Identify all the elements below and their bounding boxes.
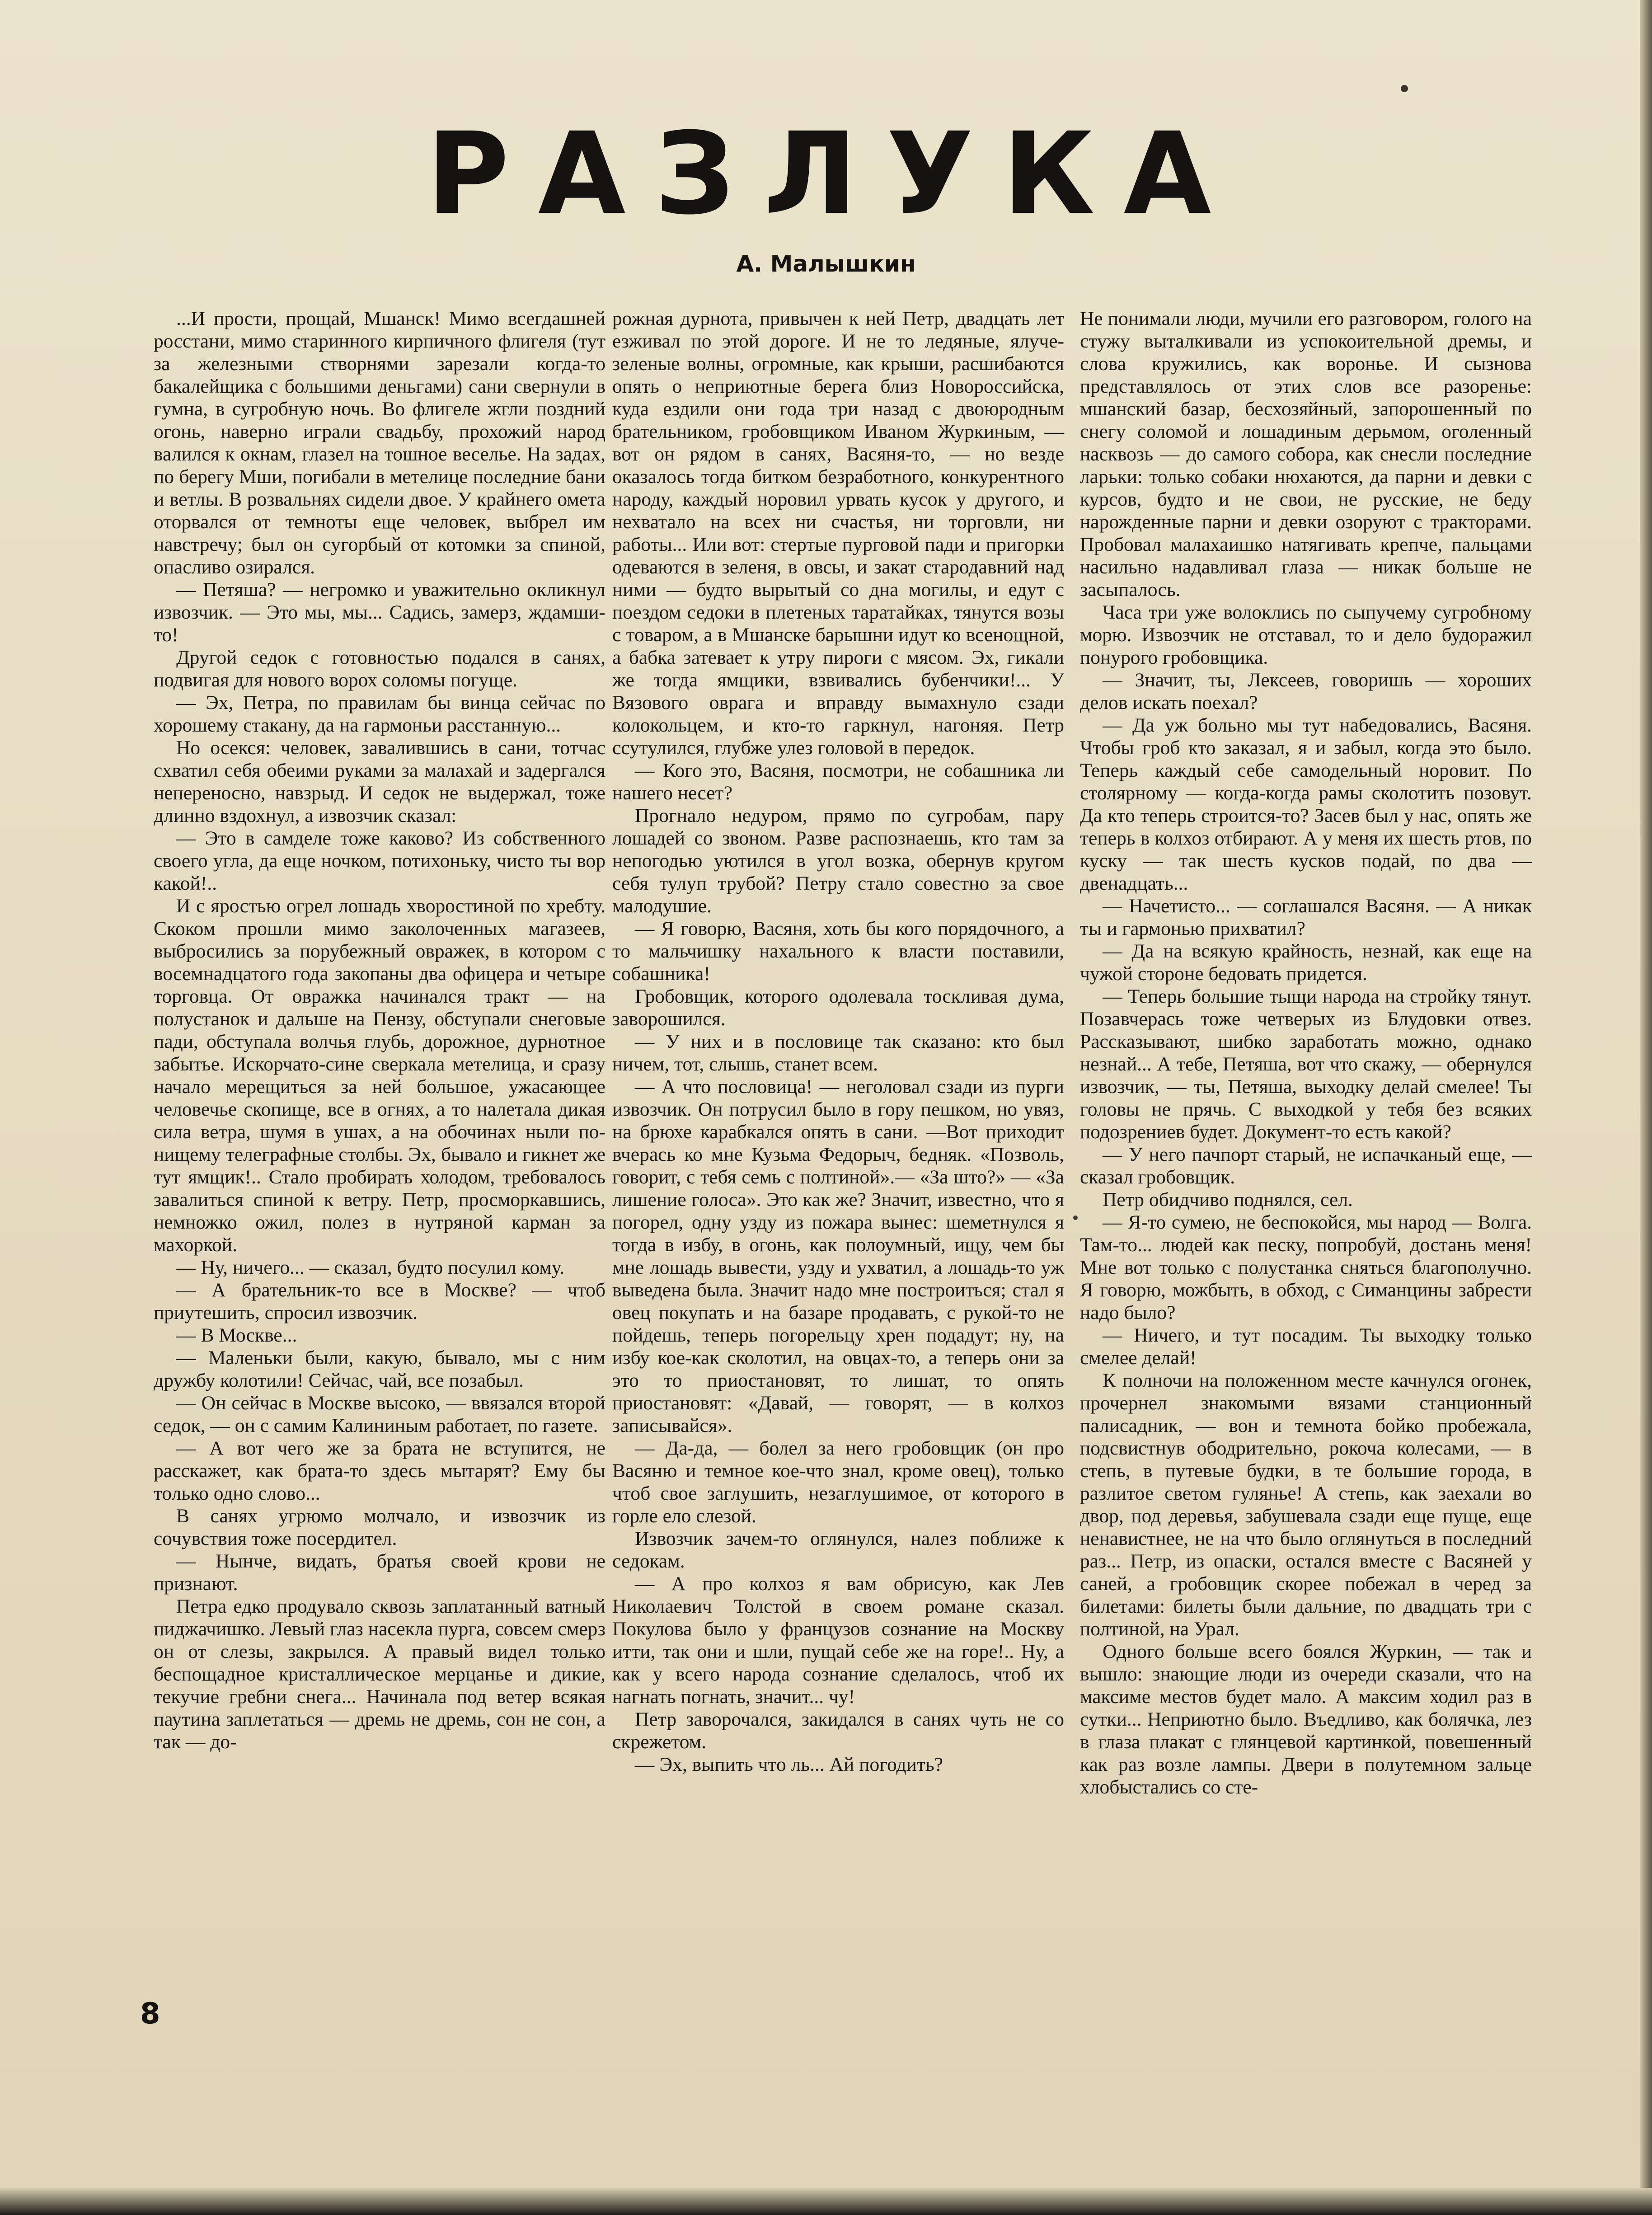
paragraph: — Эх, Петра, по правилам бы винца сейчас по хорошему стакану, да на гармоньи расстанную... xyxy=(154,692,605,736)
print-speck xyxy=(1073,1215,1078,1220)
paragraph: Петр обидчиво поднялся, сел. xyxy=(1103,1189,1353,1211)
paragraph: — Я-то сумею, не беспокойся, мы народ — Волга. Там-то... людей как песку, попробуй, достань меня! Мне вот только с полустанка сняться благополучно. Я говорю, можбыть, в обход, с Симанцины забрести надо было? xyxy=(1080,1211,1532,1323)
page-bottom-edge xyxy=(0,2188,1652,2215)
paragraph: Другой седок с готовностью подался в санях, подвигая для нового ворох соломы погуще. xyxy=(154,647,605,691)
paragraph: ...И прости, прощай, Мшанск! Мимо всегдашней росстани, мимо старинного кирпичного флигеля (тут за железными створнями зарезали когда-то бакалейщика с большими деньгами) сани свернули в гумна, в сугробную ночь. Во флигеле жгли поздний огонь, наверно играли свадьбу, прохожий народ валился к окнам, глазел на тошное веселье. На задах, по берегу Мши, погибали в метелице последние бани и ветлы. В розвальнях сидели двое. У крайнего омета оторвался от темноты еще человек, выбрел им навстречу; был он сугорбый от котомки за спиной, опасливо озирался. xyxy=(154,308,605,578)
article-author: А. Малышкин xyxy=(736,251,916,277)
paragraph: — Да на всякую крайность, незнай, как еще на чужой стороне бедовать придется. xyxy=(1080,940,1532,985)
paragraph: — Петяша? — негромко и уважительно окликнул извозчик. — Это мы, мы... Садись, замерз, ждамши-то! xyxy=(154,579,605,646)
paragraph: — В Москве... xyxy=(176,1324,297,1346)
paragraph: рожная дурнота, привычен к ней Петр, двадцать лет езживал по этой дороге. И не то ледяные, ялуче-зеленые волны, огромные, как крыши, расшибаются опять о неприютные берега близ Новороссийска, куда ездили они года три назад с двоюродным брательником, гробовщиком Иваном Журкиным, — вот он рядом в санях, Васяня-то, — но везде оказалось тогда битком безработного, конкурентного народу, каждый норовил урвать кусок у другого, и нехватало на всех ни счастья, ни торговли, ни работы... Или вот: стертые пурговой пади и пригорки одеваются в зеленя, в овсы, и закат стародавний над ними — будто вырытый со дна могилы, и едут с поездом седоки в плетеных таратайках, тянутся возы с товаром, а в Мшанске барышни идут ко всенощной, а бабка затевает к утру пироги с мясом. Эх, гикали же тогда ямщики, взвивались бубенчики!... У Вязового оврага и вправду вымахнуло сзади колокольцем, и кто-то гаркнул, нагоняя. Петр ссутулился, глубже улез головой в передок. xyxy=(612,308,1064,759)
paragraph: Но осекся: человек, завалившись в сани, тотчас схватил себя обеими руками за малахай и задергался непереносно, навзрыд. И седок не выдержал, тоже длинно вздохнул, а извозчик сказал: xyxy=(154,737,605,826)
paragraph: — А что пословица! — неголовал сзади из пурги извозчик. Он потрусил было в гору пешком, но увяз, на брюхе карабкался опять в сани. —Вот приходит вчерась ко мне Кузьма Федорыч, бедняк. «Позволь, говорит, с тебя семь с полтиной».— «За што?» — «За лишение голоса». Это как же? Значит, известно, что я погорел, одну узду из пожара вынес: шеметнулся я тогда в избу, в огонь, как полоумный, ищу, чем бы мне лошадь вывести, узду и ухватил, а лошадь-то уж выведена была. Значит надо мне построиться; стал я овец покупать и на базаре продавать, с рукой-то не пойдешь, теперь погорельцу хрен подадут; ну, на избу кое-как сколотил, на овцах-то, а теперь они за это то приостановят, то лишат, то опять приостановят: «Давай, — говорят, — в колхоз записывайся». xyxy=(612,1076,1064,1436)
paragraph: Не понимали люди, мучили его разговором, голого на стужу выталкивали из успокоительной дремы, и слова кружились, как воронье. И сызнова представлялось от этих слов все разоренье: мшанский базар, бесхозяйный, запорошенный по снегу соломой и лошадиным дерьмом, оголенный насквозь — до самого собора, как снесли последние ларьки: только собаки нюхаются, да парни и девки с курсов, будто и не свои, не русские, не беду нарожденные парни и девки озоруют с тракторами. Пробовал малахаишко натягивать крепче, пальцами насильно надавливал глаза — никак больше не засыпалось. xyxy=(1080,308,1532,601)
paragraph: — У них и в пословице так сказано: кто был ничем, тот, слышь, станет всем. xyxy=(612,1031,1064,1075)
paragraph: — Маленьки были, какую, бывало, мы с ним дружбу колотили! Сейчас, чай, все позабыл. xyxy=(154,1347,605,1391)
paragraph: В санях угрюмо молчало, и извозчик из сочувствия тоже посердител. xyxy=(154,1505,605,1549)
page-number: 8 xyxy=(140,1997,160,2031)
paragraph: — Кого это, Васяня, посмотри, не собашника ли нашего несет? xyxy=(612,760,1064,804)
paragraph: К полночи на положенном месте качнулся огонек, прочернел знакомыми вязами станционный палисадник, — вон и темнота бойко пробежала, подсвистнув ободрительно, рокоча колесами, — в степь, в путевые будки, в те большие города, в разлитое светом гулянье! А степь, как заехали во двор, под деревья, забушевала сзади еще пуще, еще ненавистнее, не на что было оглянуться в последний раз... Петр, из опаски, остался вместе с Васяней у саней, а гробовщик скорее побежал в черед за билетами: билеты были дальние, по двадцать три с полтиной, на Урал. xyxy=(1080,1370,1532,1640)
paragraph: Извозчик зачем-то оглянулся, налез поближе к седокам. xyxy=(612,1528,1064,1572)
paragraph: — Ну, ничего... — сказал, будто посулил кому. xyxy=(176,1257,565,1278)
paragraph: Прогнало недуром, прямо по сугробам, пару лошадей со звоном. Разве распознаешь, кто там за непогодью уютился в угол возка, обернув кругом себя тулуп трубой? Петру стало совестно за свое малодушие. xyxy=(612,805,1064,917)
paragraph: — А вот чего же за брата не вступится, не расскажет, как брата-то здесь мытарят? Ему бы только одно слово... xyxy=(154,1437,605,1504)
page-spine-shadow xyxy=(1640,0,1652,2215)
text-column-1 xyxy=(154,307,605,1753)
text-column-3 xyxy=(1080,307,1532,1798)
paragraph: — Я говорю, Васяня, хоть бы кого порядочного, а то мальчишку нахального к власти поставили, собашника! xyxy=(612,918,1064,985)
paragraph: — Это в самделе тоже каково? Из собственного своего угла, да еще ночком, потихоньку, чисто ты вор какой!.. xyxy=(154,827,605,894)
paragraph: — Эх, выпить что ль... Ай погодить? xyxy=(635,1754,943,1775)
paragraph: — У него пачпорт старый, не испачканый еще, — сказал гробовщик. xyxy=(1080,1144,1532,1188)
paragraph: И с яростью огрел лошадь хворостиной по хребту. Скоком прошли мимо заколоченных магазеев, выбросились за порубежный овражек, в котором с восемнадцатого года закопаны два офицера и четыре торговца. От овражка начинался тракт — на полустанок и дальше на Пензу, обступали снеговые пади, обступала волчья глубь, дорожное, дурнотное забытье. Искорчато-сине сверкала метелица, и сразу начало мерещиться за ней большое, ужасающее человечье скопище, все в огнях, а то налетала дикая сила ветра, шумя в ушах, а на обочинах ныли по-нищему телеграфные столбы. Эх, бывало и гикнет же тут ямщик!.. Стало пробирать холодом, требовалось завалиться спиной к ветру. Петр, просморкавшись, немножко ожил, полез в нутряной карман за махоркой. xyxy=(154,895,605,1256)
paragraph: — А брательник-то все в Москве? — чтоб приутешить, спросил извозчик. xyxy=(154,1279,605,1323)
paragraph: — Нынче, видать, братья своей крови не признают. xyxy=(154,1550,605,1595)
paragraph: Петр заворочался, закидался в санях чуть не со скрежетом. xyxy=(612,1708,1064,1753)
paragraph: Петра едко продувало сквозь заплатанный ватный пиджачишко. Левый глаз насекла пурга, совсем смерз он от слезы, закрылся. А правый видел только беспощадное кристаллическое мерцанье и дикие, текучие гребни снега... Начинала под ветер всякая паутина заплетаться — дремь не дремь, сон не сон, а так — до- xyxy=(154,1596,605,1753)
paragraph: Гробовщик, которого одолевала тоскливая дума, заворошился. xyxy=(612,985,1064,1030)
paragraph: — Да уж больно мы тут набедовались, Васяня. Чтобы гроб кто заказал, я и забыл, когда это было. Теперь каждый себе самодельный норовит. По столярному — когда-когда рамы сколотить позовут. Да кто теперь строится-то? Засев был у нас, опять же теперь в колхоз отбирают. А у меня их шесть ртов, по куску — так шесть кусков подай, по два — двенадцать... xyxy=(1080,714,1532,894)
paragraph: — Да-да, — болел за него гробовщик (он про Васяню и темное кое-что знал, кроме овец), только чтоб свое заглушить, незаглушимое, от которого в горле ело слезой. xyxy=(612,1437,1064,1527)
paragraph: Часа три уже волоклись по сыпучему сугробному морю. Извозчик не отставал, то и дело будоражил понурого гробовщика. xyxy=(1080,601,1532,668)
paragraph: — Он сейчас в Москве высоко, — ввязался второй седок, — он с самим Калининым работает, по газете. xyxy=(154,1392,605,1436)
article-title: РАЗЛУКА xyxy=(426,108,1240,239)
paragraph: — Ничего, и тут посадим. Ты выходку только смелее делай! xyxy=(1080,1324,1532,1369)
paragraph: — Теперь большие тыщи народа на стройку тянут. Позавчерась тоже четверых из Блудовки отвез. Рассказывают, шибко заработать можно, однако незнай... А тебе, Петяша, вот что скажу, — обернулся извозчик, — ты, Петяша, выходку делай смелее! Ты головы не прячь. С выходкой у тебя без всяких подозрениев будет. Документ-то есть какой? xyxy=(1080,985,1532,1143)
paragraph: — Начетисто... — соглашался Васяня. — А никак ты и гармонью прихватил? xyxy=(1080,895,1532,939)
print-speck xyxy=(1401,85,1408,92)
paragraph: — Значит, ты, Лексеев, говоришь — хороших делов искать поехал? xyxy=(1080,669,1532,713)
paragraph: — А про колхоз я вам обрисую, как Лев Николаевич Толстой в своем романе сказал. Покулова было у французов сознание на Москву итти, так они и шли, пущай себе же на горе!.. Ну, а как у всего народа сознание сделалось, чтоб их нагнать погнать, значит... чу! xyxy=(612,1573,1064,1708)
text-column-2 xyxy=(612,307,1064,1776)
paragraph: Одного больше всего боялся Журкин, — так и вышло: знающие люди из очереди сказали, что на максиме местов будет мало. А максим ходил раз в сутки... Неприютно было. Въедливо, как болячка, лез в глаза плакат с глянцевой картинкой, повешенный как раз возле лампы. Двери в полутемном зальце хлобыстались со сте- xyxy=(1080,1641,1532,1798)
